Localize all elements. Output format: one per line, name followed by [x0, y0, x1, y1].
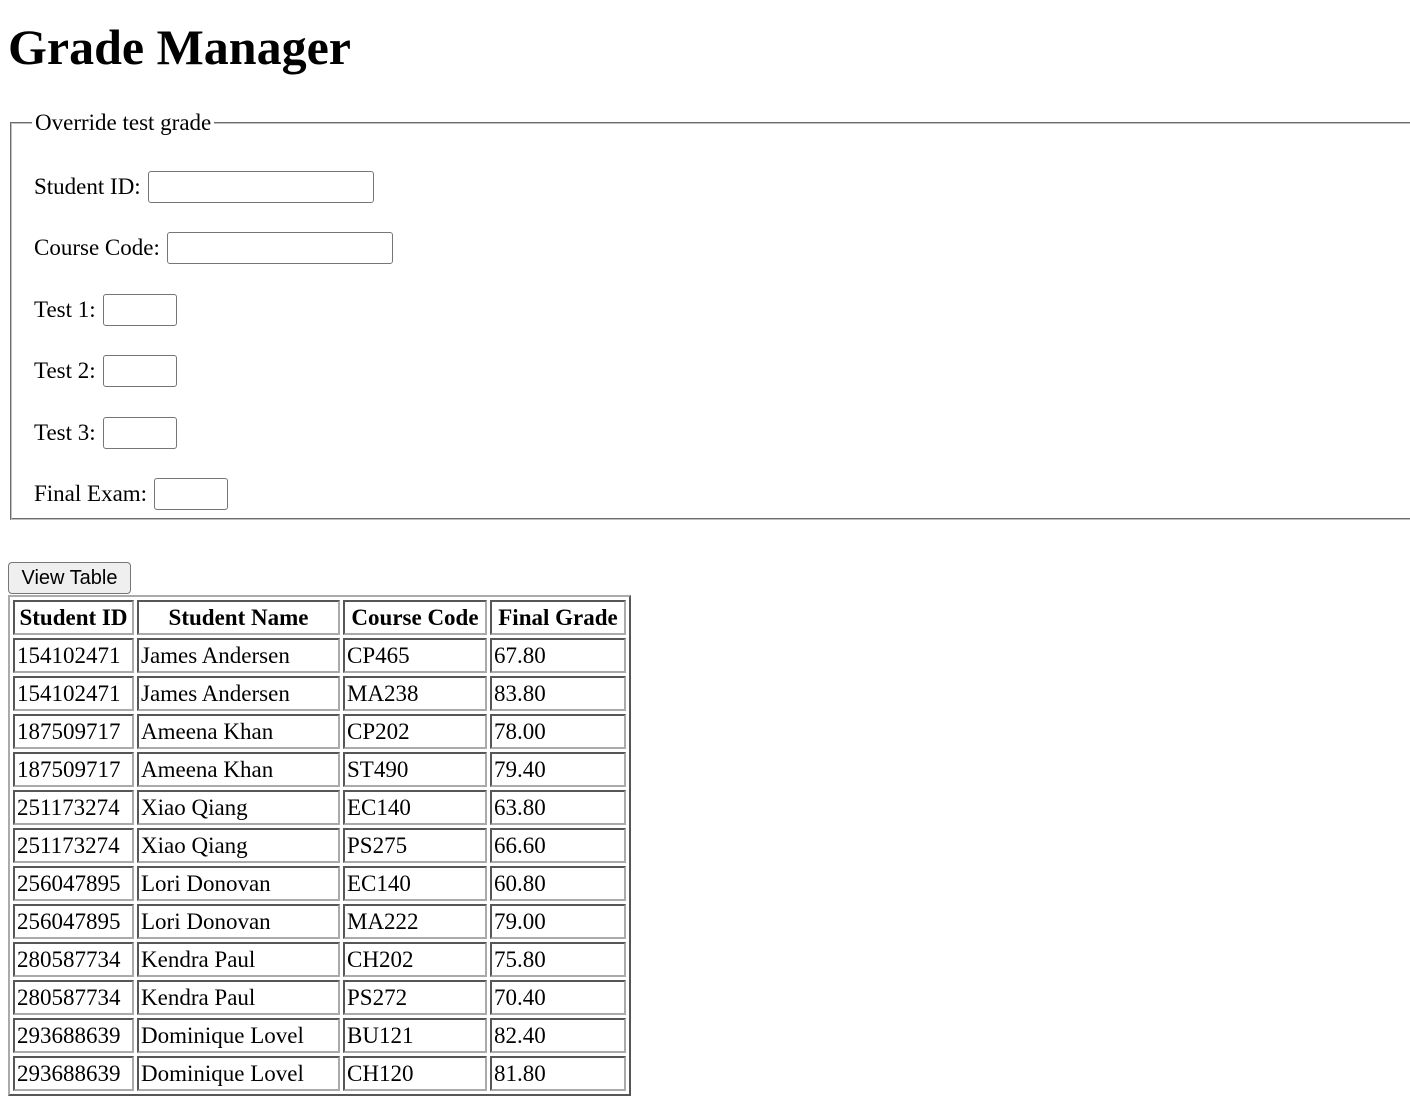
cell-student-id: 187509717	[13, 714, 134, 749]
table-row	[13, 638, 626, 673]
cell-final-grade: 79.00	[490, 904, 626, 939]
student-id-input[interactable]	[148, 171, 374, 203]
cell-student-id: 251173274	[13, 790, 134, 825]
table-row	[13, 752, 626, 787]
cell-student-id: 280587734	[13, 942, 134, 977]
cell-student-name: Ameena Khan	[137, 752, 340, 787]
cell-student-id: 187509717	[13, 752, 134, 787]
cell-final-grade: 60.80	[490, 866, 626, 901]
cell-student-name: Lori Donovan	[137, 904, 340, 939]
final-exam-label: Final Exam:	[34, 481, 148, 506]
cell-student-name: Xiao Qiang	[137, 828, 340, 863]
course-code-row	[34, 231, 393, 265]
test3-row	[34, 416, 177, 450]
override-grade-fieldset	[10, 110, 1410, 520]
table-row	[13, 942, 626, 977]
cell-course-code: CH202	[343, 942, 487, 977]
table-header-row	[13, 600, 626, 635]
cell-final-grade: 83.80	[490, 676, 626, 711]
cell-course-code: EC140	[343, 790, 487, 825]
cell-student-id: 154102471	[13, 638, 134, 673]
table-row	[13, 714, 626, 749]
cell-final-grade: 82.40	[490, 1018, 626, 1053]
table-row	[13, 828, 626, 863]
final-exam-row	[34, 477, 228, 511]
cell-student-name: Dominique Lovel	[137, 1018, 340, 1053]
course-code-label: Course Code:	[34, 235, 160, 260]
cell-student-name: James Andersen	[137, 676, 340, 711]
table-row	[13, 866, 626, 901]
cell-final-grade: 67.80	[490, 638, 626, 673]
cell-student-name: Ameena Khan	[137, 714, 340, 749]
student-id-label: Student ID:	[34, 174, 141, 199]
cell-course-code: PS272	[343, 980, 487, 1015]
view-table-button[interactable]: View Table	[8, 562, 131, 594]
cell-course-code: MA238	[343, 676, 487, 711]
table-row	[13, 1056, 626, 1091]
cell-student-name: Lori Donovan	[137, 866, 340, 901]
cell-course-code: CP465	[343, 638, 487, 673]
cell-student-id: 280587734	[13, 980, 134, 1015]
cell-student-id: 251173274	[13, 828, 134, 863]
cell-student-id: 293688639	[13, 1056, 134, 1091]
cell-student-id: 154102471	[13, 676, 134, 711]
cell-course-code: PS275	[343, 828, 487, 863]
column-header-student-name: Student Name	[137, 600, 340, 635]
cell-final-grade: 63.80	[490, 790, 626, 825]
cell-final-grade: 70.40	[490, 980, 626, 1015]
table-row	[13, 904, 626, 939]
test1-input[interactable]	[103, 294, 177, 326]
cell-student-id: 256047895	[13, 866, 134, 901]
table-row	[13, 980, 626, 1015]
column-header-student-id: Student ID	[13, 600, 134, 635]
test3-input[interactable]	[103, 417, 177, 449]
cell-course-code: CP202	[343, 714, 487, 749]
fieldset-legend: Override test grade	[35, 110, 212, 135]
test1-label: Test 1:	[34, 297, 96, 322]
cell-course-code: MA222	[343, 904, 487, 939]
page-title: Grade Manager	[8, 19, 351, 75]
test3-label: Test 3:	[34, 420, 96, 445]
cell-student-id: 256047895	[13, 904, 134, 939]
student-id-row	[34, 170, 374, 204]
cell-final-grade: 75.80	[490, 942, 626, 977]
cell-course-code: EC140	[343, 866, 487, 901]
cell-final-grade: 79.40	[490, 752, 626, 787]
table-row	[13, 790, 626, 825]
cell-course-code: CH120	[343, 1056, 487, 1091]
cell-student-name: Dominique Lovel	[137, 1056, 340, 1091]
table-row	[13, 676, 626, 711]
cell-student-id: 293688639	[13, 1018, 134, 1053]
cell-final-grade: 66.60	[490, 828, 626, 863]
cell-final-grade: 81.80	[490, 1056, 626, 1091]
test2-label: Test 2:	[34, 358, 96, 383]
test2-input[interactable]	[103, 355, 177, 387]
test1-row	[34, 293, 177, 327]
final-exam-input[interactable]	[154, 478, 228, 510]
cell-student-name: Xiao Qiang	[137, 790, 340, 825]
grades-table	[8, 595, 631, 1096]
test2-row	[34, 354, 177, 388]
table-row	[13, 1018, 626, 1053]
column-header-course-code: Course Code	[343, 600, 487, 635]
column-header-final-grade: Final Grade	[490, 600, 626, 635]
course-code-input[interactable]	[167, 232, 393, 264]
cell-student-name: James Andersen	[137, 638, 340, 673]
cell-course-code: ST490	[343, 752, 487, 787]
cell-student-name: Kendra Paul	[137, 980, 340, 1015]
cell-student-name: Kendra Paul	[137, 942, 340, 977]
cell-final-grade: 78.00	[490, 714, 626, 749]
cell-course-code: BU121	[343, 1018, 487, 1053]
